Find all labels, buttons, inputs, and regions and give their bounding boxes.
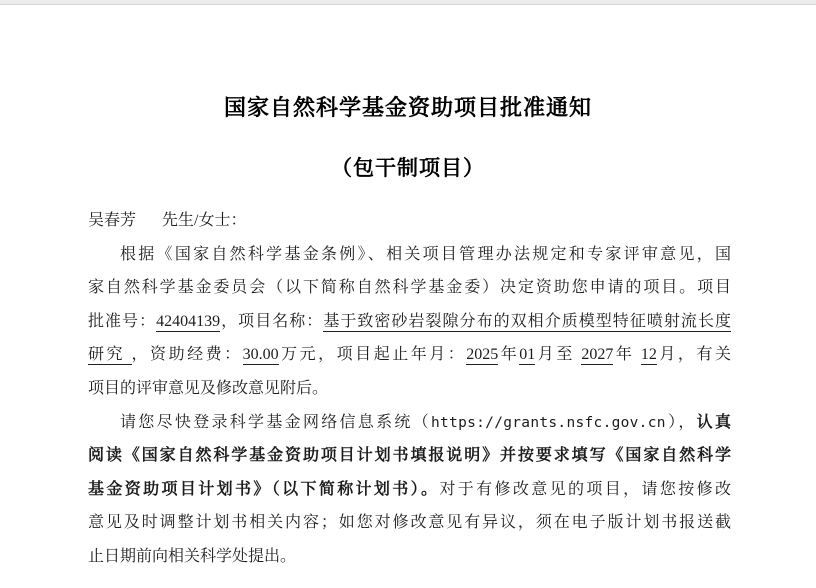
text-segment: 项目的评审意见及修改意见附后。	[88, 379, 329, 397]
body-line	[88, 238, 731, 272]
text-segment: 请您尽快登录科学基金网络信息系统（	[120, 413, 431, 431]
recipient-suffix: 先生/女士：	[162, 212, 247, 229]
approval-number-value: 42404139	[156, 312, 221, 330]
funding-amount-value: 30.00	[242, 346, 279, 364]
text-segment: 止日期前向相关科学处提出。	[88, 547, 297, 565]
body-line	[88, 473, 731, 507]
text-segment: 认真	[696, 413, 731, 431]
body-line	[88, 372, 731, 406]
document-body	[0, 204, 731, 574]
start-year-value: 2025	[466, 346, 499, 364]
viewer-top-edge	[0, 0, 816, 5]
text-segment: 月，有关	[656, 346, 731, 364]
document-subtitle: （包干制项目）	[331, 156, 485, 180]
text-segment: 对于有修改意见的项目，请您按修改	[439, 480, 731, 498]
recipient-name: 吴春芳	[88, 212, 137, 229]
body-line	[88, 305, 731, 339]
body-line	[88, 406, 731, 440]
body-line	[88, 338, 731, 372]
text-segment: ，资助经费：	[131, 346, 243, 364]
system-url: https://grants.nsfc.gov.cn	[431, 414, 666, 431]
end-year-value: 2027	[581, 346, 614, 364]
document-title: 国家自然科学基金资助项目批准通知	[223, 95, 592, 120]
salutation-line	[88, 204, 731, 238]
body-line	[88, 271, 731, 305]
body-line	[88, 540, 731, 574]
text-segment: ），	[665, 413, 697, 431]
text-segment: 万元，项目起止年月：	[278, 346, 467, 364]
text-segment: 批准号：	[88, 312, 157, 330]
text-segment: ，项目名称：	[220, 312, 324, 330]
end-month-value: 12	[640, 346, 657, 364]
project-name-value: 研究	[88, 346, 132, 364]
start-month-value: 01	[519, 346, 536, 364]
text-segment: 基金资助项目计划书》（以下简称计划书）。	[88, 480, 440, 498]
text-segment: 家自然科学基金委员会（以下简称自然科学基金委）决定资助您申请的项目。项目	[88, 279, 731, 297]
text-segment: 意见及时调整计划书相关内容；如您对修改意见有异议，须在电子版计划书报送截	[88, 514, 731, 532]
text-segment: 年	[498, 346, 520, 364]
text-segment: 月至	[535, 346, 582, 364]
body-line	[88, 506, 731, 540]
body-line	[88, 439, 731, 473]
text-segment: 根据《国家自然科学基金条例》、相关项目管理办法规定和专家评审意见，国	[120, 245, 731, 263]
project-name-value: 基于致密砂岩裂隙分布的双相介质模型特征喷射流长度	[323, 312, 731, 330]
text-segment: 阅读《国家自然科学基金资助项目计划书填报说明》并按要求填写《国家自然科学	[88, 447, 731, 465]
text-segment: 年	[613, 346, 641, 364]
document-page	[0, 96, 816, 574]
